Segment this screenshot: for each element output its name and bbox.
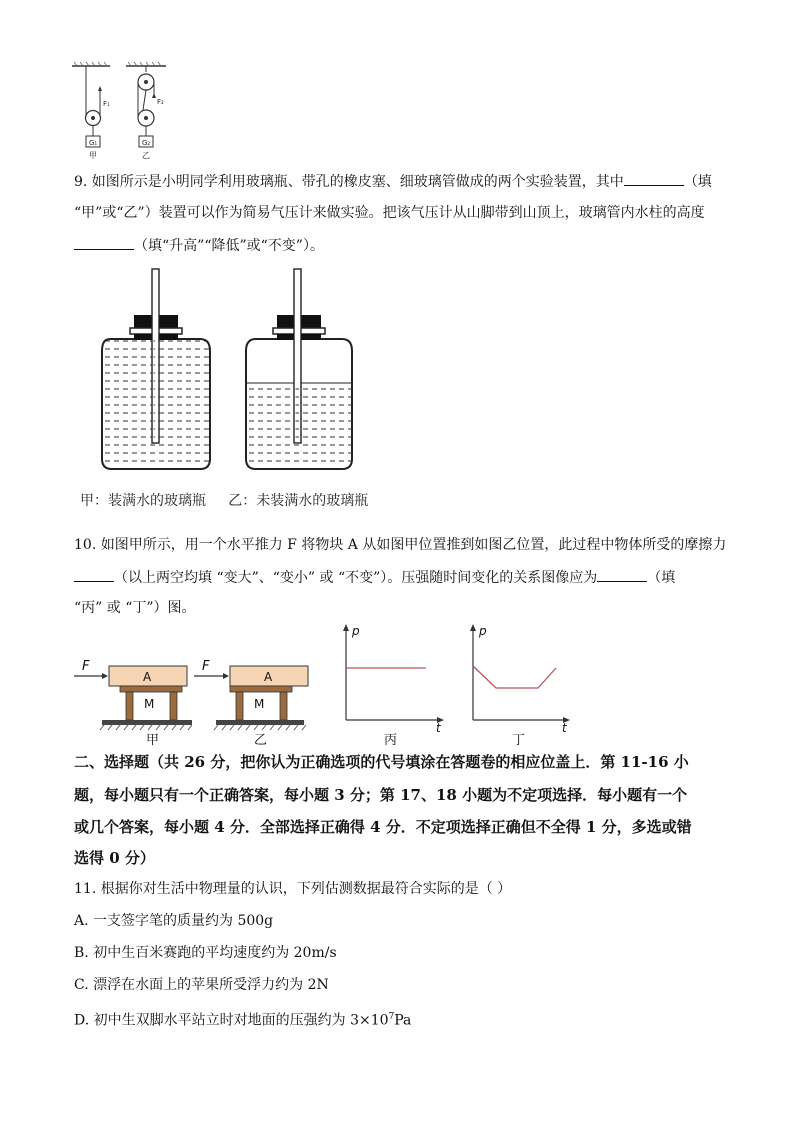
svg-text:t: t (436, 721, 441, 735)
q11-option-a: A. 一支签字笔的质量约为 500g (74, 913, 274, 929)
caption-jia: 甲 (89, 151, 97, 160)
q10-blank2 (597, 567, 647, 582)
section2-line2: 题，每小题只有一个正确答案，每小题 3 分；第 17、18 小题为不定项选择．每小题有一个 (74, 786, 688, 804)
q9-line1: 9. 如图所示是小明同学利用玻璃瓶、带孔的橡皮塞、细玻璃管做成的两个实验装置，其中 （填 (74, 171, 712, 192)
graph-ding-line (473, 666, 556, 688)
q9-line3: （填“升高”“降低”或“不变”）。 (74, 235, 324, 256)
label-f1: F₁ (103, 100, 110, 108)
q11-option-b: B. 初中生百米赛跑的平均速度约为 20m/s (74, 945, 337, 961)
caption-jia-2: 甲 (146, 733, 160, 748)
q11-option-d: D. 初中生双脚水平站立时对地面的压强约为 $3\times 10^7Pa$ (74, 1012, 412, 1029)
section2-line1: 二、选择题（共 26 分，把你认为正确选项的代号填涂在答题卷的相应位盖上．第 11-16 小 (74, 753, 689, 771)
bottles-figure (96, 265, 361, 475)
block-m-yi: M (254, 697, 265, 711)
label-g1: G₁ (89, 139, 98, 147)
q10-line1: 10. 如图甲所示，用一个水平推力 F 将物块 A 从如图甲位置推到如图乙位置，此过程中物体所受的摩擦力 (74, 537, 727, 553)
svg-text:A: A (143, 670, 152, 684)
bottles-caption: 甲：装满水的玻璃瓶 乙：未装满水的玻璃瓶 (80, 493, 369, 509)
label-g2: G₂ (142, 139, 151, 147)
svg-text:t: t (562, 721, 567, 735)
q10-blank1 (74, 567, 114, 582)
caption-yi: 乙 (142, 151, 150, 160)
section2-line3: 或几个答案，每小题 4 分．全部选择正确得 4 分．不定项选择正确但不全得 1 分，多选或错 (74, 818, 692, 836)
caption-yi-2: 乙 (254, 733, 268, 748)
force-label-yi: F (202, 659, 210, 674)
svg-text:p: p (352, 624, 360, 638)
caption-bing: 丙 (384, 733, 398, 748)
svg-text:p: p (479, 624, 487, 638)
svg-text:A: A (264, 670, 273, 684)
block-m-jia: M (144, 697, 155, 711)
q11-stem: 11. 根据你对生活中物理量的认识，下列估测数据最符合实际的是（ ） (74, 881, 512, 897)
label-f2: F₂ (157, 98, 164, 106)
pulley-figure (66, 60, 186, 165)
q11-option-c: C. 漂浮在水面上的苹果所受浮力约为 2N (74, 977, 329, 993)
force-label-jia: F (82, 659, 90, 674)
caption-ding: 丁 (512, 733, 526, 748)
friction-figure (68, 620, 588, 748)
q9-blank1 (624, 171, 684, 186)
section2-line4: 选得 0 分） (74, 849, 155, 867)
q10-line3: “丙” 或 “丁”）图。 (74, 600, 196, 616)
q10-line2: （以上两空均填 “变大”、“变小” 或 “不变”）。压强随时间变化的关系图像应为 （填 (74, 567, 675, 588)
q9-blank2 (74, 235, 134, 250)
q9-line2: “甲”或“乙”）装置可以作为简易气压计来做实验。把该气压计从山脚带到山顶上，玻璃管内水柱的高度 (74, 205, 705, 221)
